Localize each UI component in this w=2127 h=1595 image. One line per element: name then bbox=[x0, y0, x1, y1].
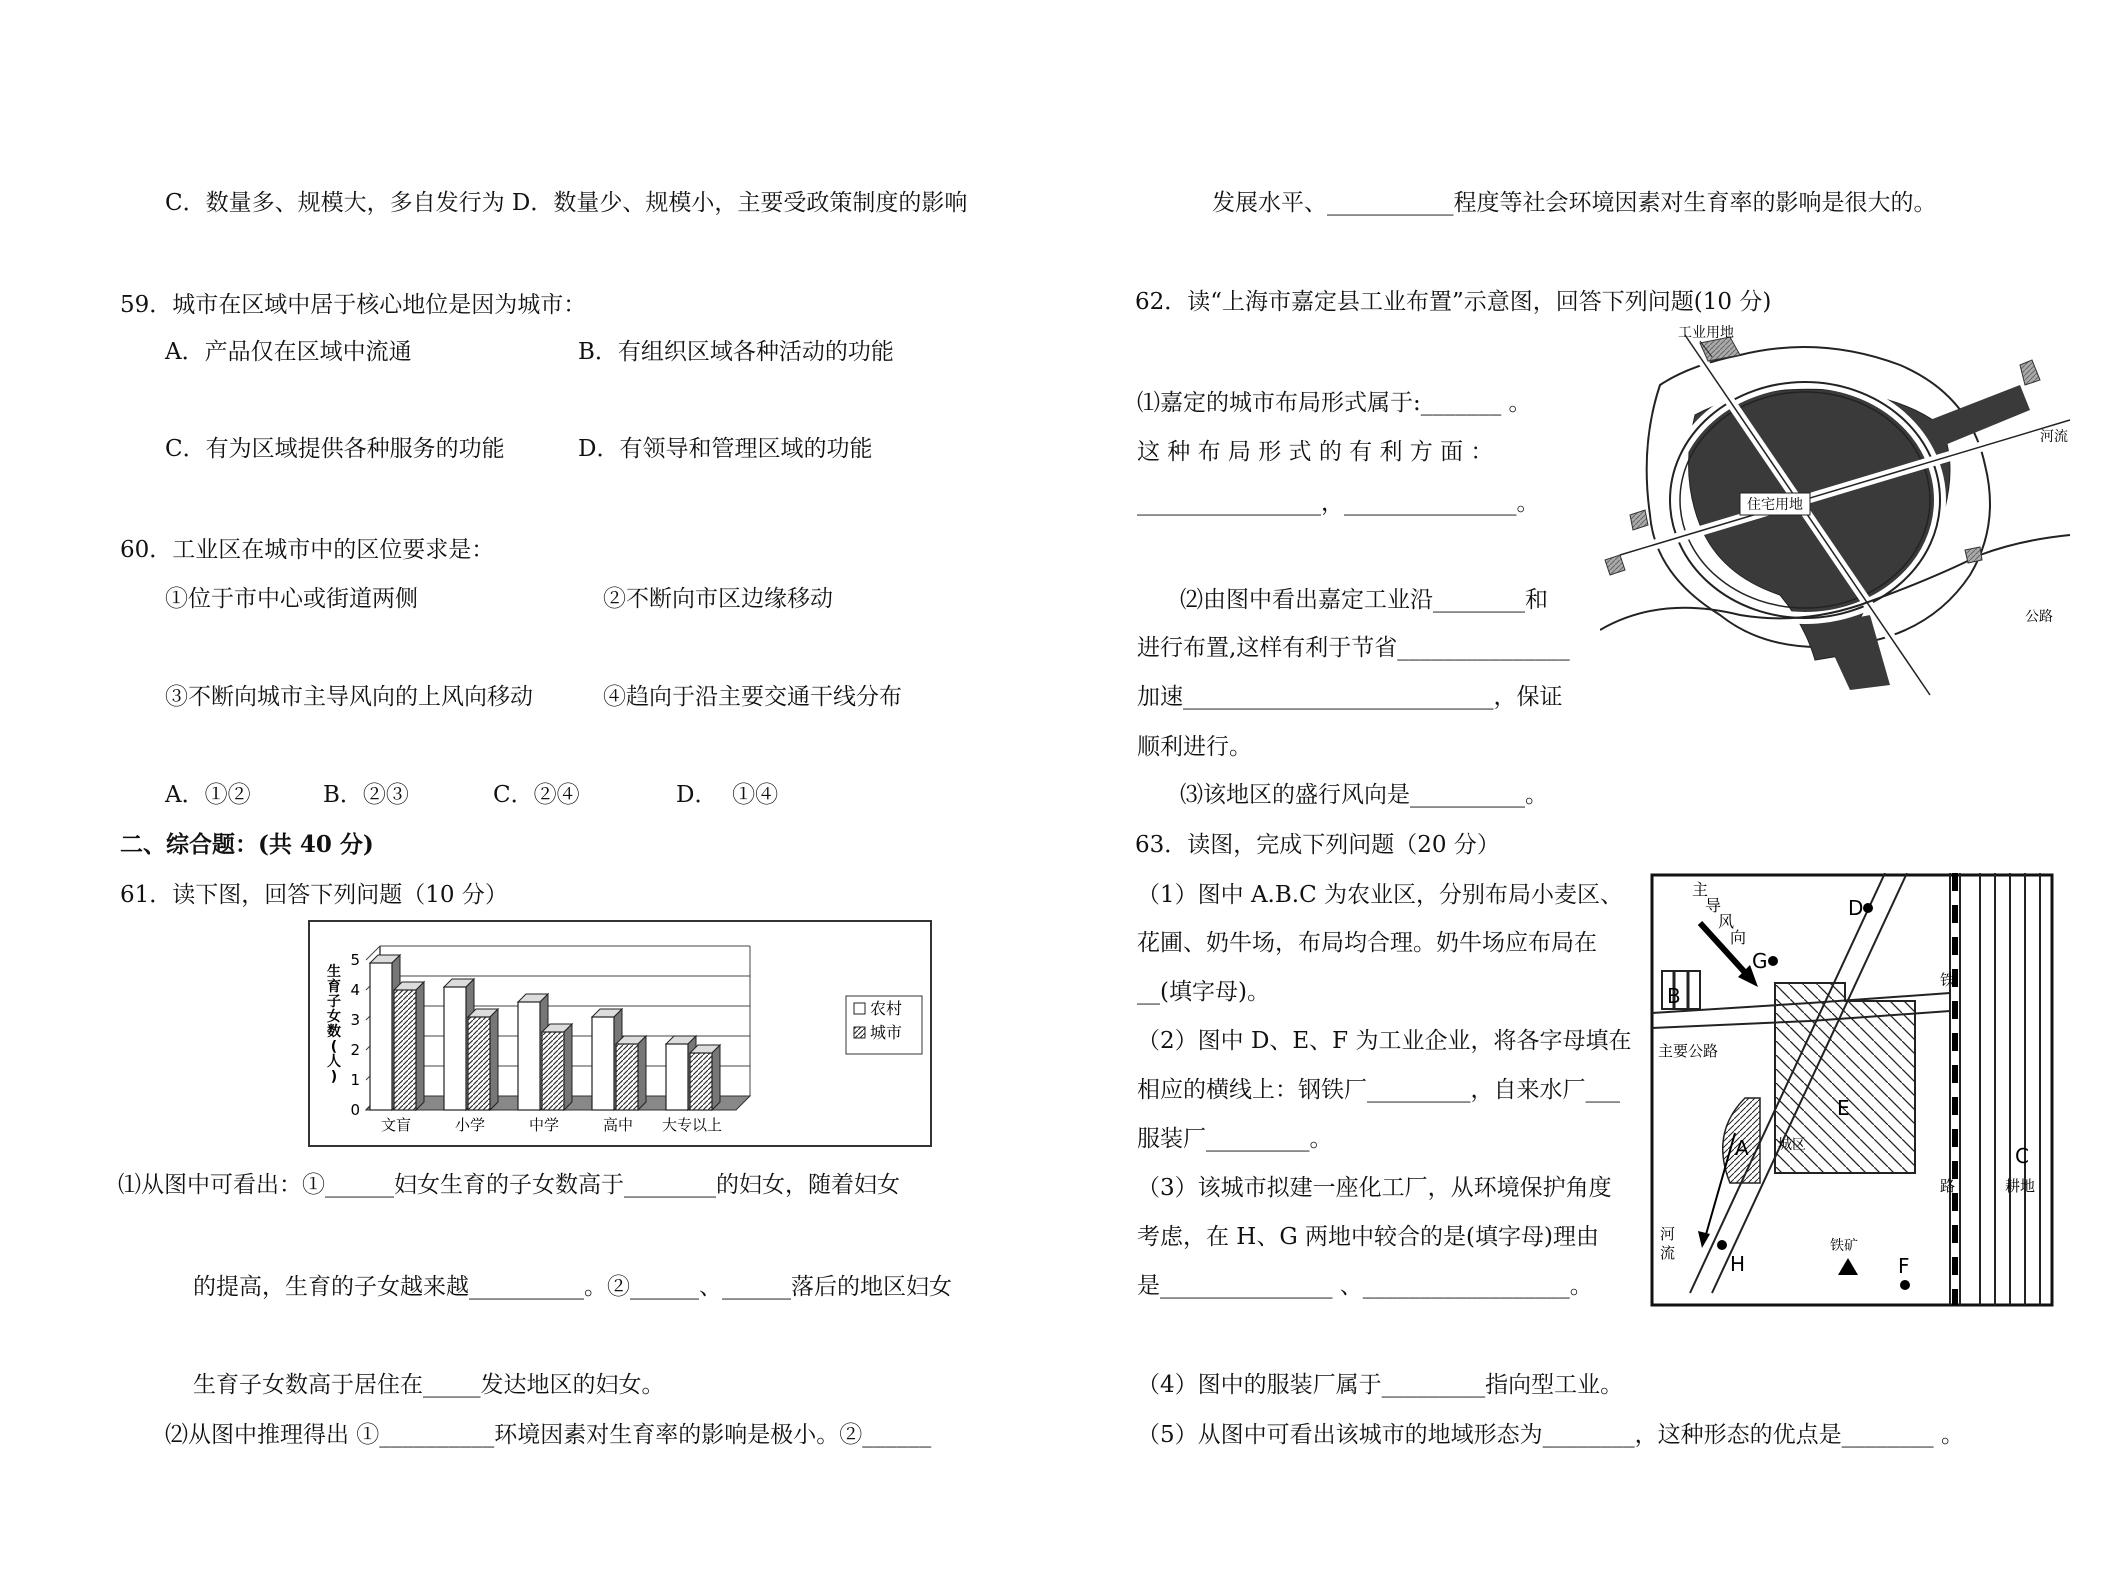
city-label: 城区 bbox=[1778, 1137, 1806, 1153]
q63-part3-line2: 考虑，在 H、G 两地中较合的是(填字母)理由 bbox=[1137, 1224, 1599, 1250]
industrial-patch-southeast bbox=[1965, 547, 1982, 563]
q63-part4: （4）图中的服装厂属于_________指向型工业。 bbox=[1137, 1372, 1624, 1398]
q61-bar-chart bbox=[308, 920, 932, 1147]
bar-农村-文盲 bbox=[370, 963, 392, 1110]
y-tick-label: 4 bbox=[350, 981, 360, 999]
q63-part1-line2: 花圃、奶牛场，布局均合理。奶牛场应布局在 bbox=[1137, 930, 1597, 956]
q62-stem: 62．读“上海市嘉定县工业布置”示意图，回答下列问题(10 分) bbox=[1135, 289, 1772, 315]
wind-label-3: 风 bbox=[1718, 912, 1735, 931]
residential-label: 住宅用地 bbox=[1747, 497, 1803, 513]
railway-label-1: 铁 bbox=[1940, 971, 1956, 989]
q61-continuation: 发展水平、___________程度等社会环境因素对生育率的影响是很大的。 bbox=[1212, 190, 1937, 216]
q60-item-3: ③不断向城市主导风向的上风向移动 bbox=[165, 684, 533, 710]
y-axis-label-char: 育 bbox=[327, 979, 341, 995]
x-tick-label: 小学 bbox=[454, 1116, 486, 1134]
railway-label-2: 路 bbox=[1940, 1177, 1956, 1195]
bar-农村-大专以上 bbox=[666, 1044, 688, 1110]
q61-part1-line3: 生育子女数高于居住在_____发达地区的妇女。 bbox=[193, 1372, 665, 1398]
iron-mine-label: 铁矿 bbox=[1830, 1238, 1858, 1254]
y-axis-label-char: ( bbox=[330, 1039, 338, 1055]
q62-jiading-map bbox=[1600, 325, 2075, 697]
q61-stem: 61．读下图，回答下列问题（10 分） bbox=[120, 882, 508, 908]
y-axis-label-char: 女 bbox=[327, 1009, 341, 1025]
y-tick-label: 1 bbox=[350, 1071, 360, 1089]
bar-农村-高中 bbox=[592, 1017, 614, 1110]
bar-side-城市-文盲 bbox=[416, 982, 424, 1110]
point-D bbox=[1863, 903, 1873, 913]
bar-农村-中学 bbox=[518, 1002, 540, 1110]
q61-part2-line1: ⑵从图中推理得出 ①__________环境因素对生育率的影响是极小。②______ bbox=[165, 1422, 932, 1448]
legend-swatch-城市 bbox=[854, 1027, 865, 1038]
section-2-heading: 二、综合题：(共 40 分) bbox=[120, 831, 374, 858]
q62-part1-blanks: ________________，_______________。 bbox=[1137, 490, 1540, 516]
q62-part2-line4: 顺利进行。 bbox=[1137, 734, 1252, 760]
q62-map-svg bbox=[1600, 325, 2075, 697]
q63-part3-line1: （3）该城市拟建一座化工厂，从环境保护角度 bbox=[1137, 1175, 1612, 1201]
point-F bbox=[1900, 1280, 1910, 1290]
q59-stem: 59．城市在区域中居于核心地位是因为城市： bbox=[120, 292, 587, 318]
q61-chart-svg bbox=[308, 920, 932, 1147]
river-label: 河流 bbox=[2040, 429, 2068, 445]
bar-城市-高中 bbox=[616, 1044, 638, 1110]
q60-item-2: ②不断向市区边缘移动 bbox=[603, 586, 833, 612]
q63-part1-line3: __(填字母)。 bbox=[1137, 979, 1270, 1005]
river-label-2: 流 bbox=[1660, 1244, 1676, 1262]
q58-options-cd: C．数量多、规模大，多自发行为 D．数量少、规模小，主要受政策制度的影响 bbox=[165, 190, 968, 216]
industrial-patch-west-1 bbox=[1630, 510, 1648, 530]
y-axis-label-char: ) bbox=[330, 1069, 338, 1085]
point-G bbox=[1768, 956, 1778, 966]
label-E: E bbox=[1837, 1096, 1850, 1120]
q60-stem: 60．工业区在城市中的区位要求是： bbox=[120, 537, 495, 563]
q59-option-b: B．有组织区域各种活动的功能 bbox=[578, 339, 894, 365]
q62-part1: ⑴嘉定的城市布局形式属于:_______ 。 bbox=[1137, 390, 1532, 416]
legend-label-城市: 城市 bbox=[870, 1023, 903, 1042]
wind-label-2: 导 bbox=[1705, 896, 1722, 915]
q59-option-c: C．有为区域提供各种服务的功能 bbox=[165, 436, 505, 462]
q63-part2-line3: 服装厂_________。 bbox=[1137, 1126, 1333, 1152]
river-label-1: 河 bbox=[1660, 1225, 1676, 1243]
y-axis-label-char: 人 bbox=[327, 1054, 341, 1070]
bar-农村-小学 bbox=[444, 987, 466, 1110]
point-H bbox=[1717, 1240, 1727, 1250]
main-road-label: 主要公路 bbox=[1658, 1042, 1719, 1060]
q59-option-a: A．产品仅在区域中流通 bbox=[165, 339, 412, 365]
q63-part2-line1: （2）图中 D、E、F 为工业企业，将各字母填在 bbox=[1137, 1028, 1632, 1054]
x-tick-label: 文盲 bbox=[380, 1116, 412, 1134]
farmland-label: 耕地 bbox=[2005, 1177, 2036, 1195]
label-A: A bbox=[1735, 1136, 1749, 1160]
bar-城市-文盲 bbox=[394, 990, 416, 1110]
q62-part3: ⑶该地区的盛行风向是__________。 bbox=[1180, 782, 1548, 808]
bar-城市-小学 bbox=[468, 1017, 490, 1110]
label-G: G bbox=[1752, 949, 1768, 973]
q59-option-d: D．有领导和管理区域的功能 bbox=[578, 436, 873, 462]
q62-part1-advantages: 这 种 布 局 形 式 的 有 利 方 面 ： bbox=[1137, 439, 1494, 465]
bar-城市-中学 bbox=[542, 1032, 564, 1110]
x-tick-label: 高中 bbox=[602, 1116, 634, 1134]
label-H: H bbox=[1730, 1252, 1746, 1276]
q61-part1-line1: ⑴从图中可看出：①______妇女生育的子女数高于________的妇女，随着妇女 bbox=[118, 1172, 900, 1198]
wind-label-1: 主 bbox=[1692, 880, 1709, 899]
bar-side-城市-小学 bbox=[490, 1009, 498, 1110]
bar-side-城市-高中 bbox=[638, 1036, 646, 1110]
q63-part1-line1: （1）图中 A.B.C 为农业区，分别布局小麦区、 bbox=[1137, 882, 1623, 908]
y-axis-label-char: 生 bbox=[327, 964, 341, 980]
q63-part3-line3: 是_______________ 、__________________。 bbox=[1137, 1273, 1593, 1299]
y-tick-label: 2 bbox=[350, 1041, 360, 1059]
label-C: C bbox=[2015, 1144, 2029, 1168]
y-tick-label: 5 bbox=[350, 951, 360, 969]
q62-part2-line2: 进行布置,这样有利于节省_______________ bbox=[1137, 635, 1570, 661]
label-D: D bbox=[1848, 896, 1864, 920]
q63-part5: （5）从图中可看出该城市的地域形态为________，这种形态的优点是________ 。 bbox=[1137, 1422, 1964, 1448]
q62-part2-line1: ⑵由图中看出嘉定工业沿________和 bbox=[1180, 587, 1548, 613]
y-tick-label: 3 bbox=[350, 1011, 360, 1029]
q60-option-b: B．②③ bbox=[323, 782, 409, 808]
wind-label-4: 向 bbox=[1730, 928, 1747, 947]
q63-part2-line2: 相应的横线上：钢铁厂_________，自来水厂___ bbox=[1137, 1077, 1620, 1103]
label-B: B bbox=[1667, 984, 1681, 1008]
x-tick-label: 中学 bbox=[528, 1116, 560, 1134]
q60-option-c: C．②④ bbox=[493, 782, 580, 808]
industrial-patch-east bbox=[2020, 360, 2040, 385]
q60-item-1: ①位于市中心或街道两侧 bbox=[165, 586, 418, 612]
label-F: F bbox=[1898, 1254, 1910, 1278]
bar-side-城市-大专以上 bbox=[712, 1045, 720, 1110]
bar-城市-大专以上 bbox=[690, 1053, 712, 1110]
q63-stem: 63．读图，完成下列问题（20 分） bbox=[1135, 832, 1500, 858]
q60-option-a: A．①② bbox=[165, 782, 251, 808]
industry-label: 工业用地 bbox=[1678, 325, 1734, 341]
bar-side-城市-中学 bbox=[564, 1024, 572, 1110]
q63-map-svg bbox=[1650, 873, 2055, 1308]
road-label: 公路 bbox=[2025, 609, 2053, 625]
legend-swatch-农村 bbox=[854, 1003, 865, 1014]
q63-city-map bbox=[1650, 873, 2055, 1308]
q60-option-d: D． ①④ bbox=[676, 782, 779, 808]
q62-part2-line3: 加速___________________________，保证 bbox=[1137, 684, 1563, 710]
q60-item-4: ④趋向于沿主要交通干线分布 bbox=[603, 684, 902, 710]
q61-part1-line2: 的提高，生育的子女越来越__________。②______、______落后的地区妇女 bbox=[193, 1274, 952, 1300]
y-tick-label: 0 bbox=[350, 1101, 360, 1119]
legend-label-农村: 农村 bbox=[870, 999, 903, 1018]
y-axis-label-char: 数 bbox=[327, 1024, 341, 1040]
x-tick-label: 大专以上 bbox=[661, 1116, 723, 1134]
y-axis-label-char: 子 bbox=[327, 994, 341, 1010]
